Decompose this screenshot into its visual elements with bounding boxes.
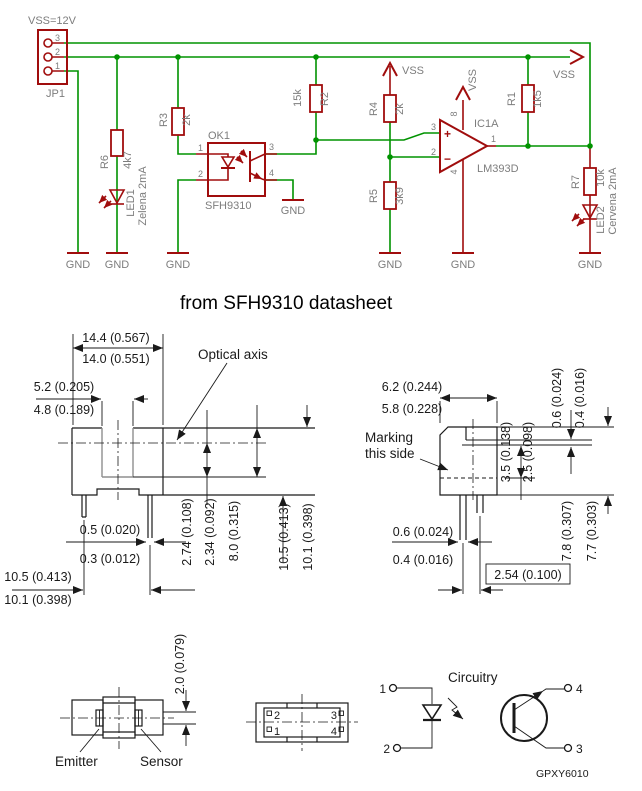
pad1-label: 1 (274, 726, 281, 738)
circuitry-pin2-label: 2 (383, 742, 390, 756)
power-rail-label: VSS=12V (28, 15, 77, 27)
led1-value: Zelena 2mA (137, 166, 149, 226)
junction-dots (114, 54, 593, 160)
ic-pin2-label: 2 (430, 147, 436, 157)
dim-mark-h-min: 2.5 (0.098) (521, 421, 535, 483)
dim-mark-h-max: 3.5 (0.138) (499, 421, 513, 483)
led2-symbol (572, 205, 597, 226)
circuitry-phototransistor-symbol (501, 689, 564, 748)
pad4-label: 4 (330, 726, 337, 738)
r1-name: R1 (506, 91, 518, 107)
vss-label-r4: VSS (402, 65, 425, 77)
figure-code: GPXY6010 (536, 768, 589, 780)
gnd-label-ok1: GND (280, 205, 306, 217)
led1-symbol (99, 190, 124, 208)
pad3-label: 3 (330, 710, 337, 722)
circuitry-terminals (390, 685, 572, 752)
r6-name: R6 (99, 154, 111, 170)
marking-label-line2: this side (365, 446, 415, 461)
r4-name: R4 (368, 101, 380, 117)
gnd-label-6: GND (577, 259, 603, 271)
circuitry-pin3-label: 3 (576, 742, 583, 756)
r1-value: 1k5 (532, 90, 544, 108)
gnd-label-4: GND (377, 259, 403, 271)
ok1-part: SFH9310 (205, 200, 252, 212)
dim-slot-min: 4.8 (0.189) (33, 403, 95, 417)
gnd-label-5: GND (450, 259, 476, 271)
pad-layout-outline (246, 694, 358, 751)
optocoupler-ok1-symbol (208, 143, 265, 196)
dim-pin-thick-min: 0.3 (0.012) (79, 552, 141, 566)
dim-sensor-height: 2.0 (0.079) (173, 633, 187, 695)
r5-value: 3k9 (394, 187, 406, 205)
circuitry-pin1-label: 1 (379, 682, 386, 696)
r7-name: R7 (570, 174, 582, 190)
ic-name: IC1A (474, 118, 499, 130)
r2-value: 15k (292, 89, 304, 107)
led2-name: LED2 (595, 206, 607, 234)
dim-pin-span-min: 10.1 (0.398) (4, 593, 72, 607)
dim-width-max: 14.4 (0.567) (82, 331, 150, 345)
top-view-outline (60, 687, 196, 752)
minus-input-sign: − (444, 152, 452, 166)
internal-circuitry-diagram (379, 670, 588, 780)
mech-drawing-pad-layout (246, 694, 358, 751)
dim-pin-w-min: 0.4 (0.016) (392, 553, 454, 567)
resistor-bodies (111, 85, 596, 209)
ic-pin8-label: 8 (449, 111, 459, 117)
vss-label-ic8: VSS (467, 68, 479, 92)
led2-value: Cervena 2mA (607, 167, 619, 235)
sensor-label: Sensor (140, 754, 183, 769)
ic-part: LM393D (477, 163, 519, 175)
vss-label-rail: VSS (553, 69, 576, 81)
jp1-pin3-label: 3 (55, 33, 61, 43)
datasheet-title: from SFH9310 datasheet (180, 293, 393, 314)
dim-axis-depth-min: 2.34 (0.092) (203, 498, 217, 566)
light-arrow-icon (448, 698, 463, 719)
dim-pin-thick-max: 0.5 (0.020) (79, 523, 141, 537)
jp1-pin2-label: 2 (55, 47, 61, 57)
side-view-dimensions (12, 334, 307, 595)
r6-value: 4k7 (122, 151, 134, 169)
plus-input-sign: + (444, 127, 452, 141)
emitter-label: Emitter (55, 754, 98, 769)
dim-width-min: 14.0 (0.551) (82, 352, 150, 366)
dim-body-h-max: 7.8 (0.307) (560, 500, 574, 562)
dim-slot-max: 5.2 (0.205) (33, 380, 95, 394)
ok1-pin1: 1 (197, 143, 203, 153)
ok1-name: OK1 (208, 130, 231, 142)
marking-label-line1: Marking (365, 430, 414, 445)
circuit-schematic (28, 15, 619, 271)
gnd-label-1: GND (65, 259, 91, 271)
circuitry-pin4-label: 4 (576, 682, 583, 696)
gnd-label-2: GND (104, 259, 130, 271)
mech-drawing-side-view (4, 331, 315, 607)
component-leads (52, 43, 590, 253)
vss-arrow-rail (570, 50, 583, 64)
dim-slot-depth: 8.0 (0.315) (227, 500, 241, 562)
optical-axis-label: Optical axis (198, 347, 268, 362)
dim-pin-span-max: 10.5 (0.413) (4, 570, 72, 584)
r3-value: 2k (181, 114, 193, 126)
r7-value: 10k (595, 169, 607, 187)
ok1-pin3: 3 (269, 142, 275, 152)
dim-pin-w-max: 0.6 (0.024) (392, 525, 454, 539)
dim-pitch: 2.54 (0.100) (494, 568, 562, 582)
led1-name: LED1 (125, 189, 137, 217)
ok1-pin4: 4 (269, 168, 275, 178)
dim-depth-max: 6.2 (0.244) (381, 380, 443, 394)
mech-drawing-front-view (365, 368, 614, 594)
dim-axis-depth-max: 2.74 (0.108) (180, 498, 194, 566)
ok1-pin2: 2 (197, 169, 203, 179)
circuitry-led-symbol (397, 688, 441, 748)
mech-drawing-top-view (55, 634, 196, 769)
jp1-pin1-label: 1 (55, 61, 61, 71)
dim-height-max: 10.5 (0.413) (277, 503, 291, 571)
dim-body-h-min: 7.7 (0.303) (585, 500, 599, 562)
dim-height-min: 10.1 (0.398) (301, 503, 315, 571)
dim-tab-min: 0.4 (0.016) (573, 367, 587, 429)
r5-name: R5 (368, 188, 380, 204)
pad2-label: 2 (274, 710, 281, 722)
jp1-name: JP1 (46, 88, 65, 100)
dim-depth-min: 5.8 (0.228) (381, 402, 443, 416)
circuitry-label: Circuitry (448, 670, 498, 685)
ic-pin1-label: 1 (491, 134, 497, 144)
r4-value: 2k (394, 103, 406, 115)
r3-name: R3 (158, 112, 170, 128)
ic-pin4-label: 4 (449, 169, 459, 175)
ic-pin3-label: 3 (430, 122, 436, 132)
r2-name: R2 (319, 91, 331, 107)
dim-tab-max: 0.6 (0.024) (550, 367, 564, 429)
gnd-label-3: GND (165, 259, 191, 271)
